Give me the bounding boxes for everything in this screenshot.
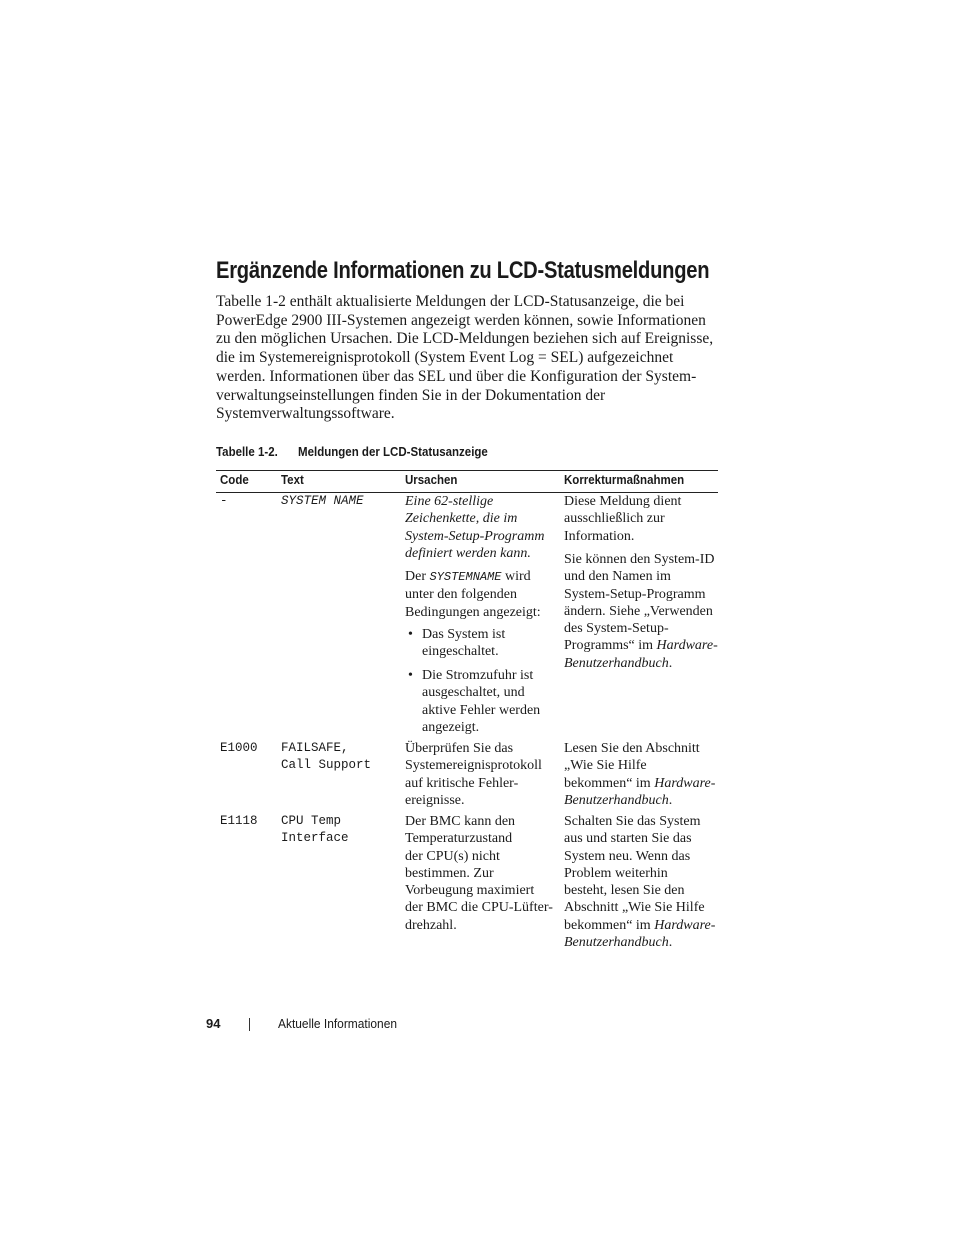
intro-line: zu den möglichen Ursachen. Die LCD-Meldungen beziehen sich auf Ereignisse, [216,330,714,348]
text-line: Schalten Sie das System [564,814,701,829]
manual-reference: Hardware- [654,775,716,791]
text-line: und den Namen im [564,569,671,585]
manual-reference: Benutzerhandbuch [564,655,669,671]
text-line [564,934,715,951]
text-fragment: bekommen“ im [564,775,655,791]
bullet-icon: • [408,627,413,642]
text-line: Temperaturzustand [405,831,513,847]
text-line: ändern. Siehe „Verwenden [564,603,713,619]
text-line: CPU Temp [281,814,342,828]
text-line: angezeigt. [422,719,480,735]
intro-line: Tabelle 1-2 enthält aktualisierte Meldungen der LCD-Statusanzeige, die bei [216,293,685,310]
row1-bullet-1 [408,626,506,661]
table-caption [216,444,488,460]
row1-code: - [220,494,228,508]
row1-action-info [564,493,681,545]
row1-text: SYSTEM NAME [281,494,364,508]
row3-code: E1118 [220,814,258,828]
text-line: unter den folgenden [405,587,517,603]
text-line: Problem weiterhin [564,865,668,881]
text-line: aus und starten Sie das [564,831,692,847]
text-line: System-Setup-Programm [564,586,706,602]
text-line: Der BMC kann den [405,814,516,829]
row1-action-change [564,551,718,672]
text-line: des System-Setup- [564,621,669,637]
text-line: System neu. Wenn das [564,848,691,864]
text-line: eingeschaltet. [422,644,499,660]
text-line: Das System ist [422,627,506,642]
bullet-icon: • [408,668,413,683]
text-line: Information. [564,528,635,544]
table-caption-label: Tabelle 1-2. [216,445,278,459]
manual-reference: Hardware- [656,638,718,654]
text-line: Zeichenkette, die im [405,511,518,527]
text-line [564,775,715,792]
footer-section-title: Aktuelle Informationen [278,1016,398,1031]
text-line: bestimmen. Zur [405,865,494,881]
intro-line: die im Systemereignisprotokoll (System Event Log = SEL) aufgezeichnet [216,349,674,367]
text-line: Sie können den System-ID [564,552,715,567]
intro-line: werden. Informationen über das SEL und über die Konfiguration der System- [216,367,697,385]
text-line: drehzahl. [405,917,457,933]
text-line: Abschnitt „Wie Sie Hilfe [564,900,705,916]
text-fragment: . [668,935,673,951]
text-line: „Wie Sie Hilfe [564,758,647,774]
text-line: Die Stromzufuhr ist [422,668,534,683]
manual-reference: Benutzerhandbuch [564,935,669,951]
text-line [405,568,541,586]
text-fragment: Programms“ im [564,638,657,654]
text-line: Systemereignisprotokoll [405,758,542,774]
systemname-code: SYSTEMNAME [429,570,502,584]
intro-line: PowerEdge 2900 III-Systemen angezeigt werden können, sowie Informationen [216,311,706,329]
row3-action [564,813,715,951]
manual-reference: Benutzerhandbuch [564,792,669,808]
text-line: Vorbeugung maximiert [405,883,535,899]
intro-paragraph [216,293,718,424]
text-line: Lesen Sie den Abschnitt [564,741,700,756]
row2-code: E1000 [220,741,258,755]
row3-text [281,813,349,848]
table-top-rule [216,470,718,471]
text-fragment: Der [405,569,430,584]
text-line: ausgeschaltet, und [422,685,525,701]
text-line: der BMC die CPU-Lüfter- [405,900,553,916]
section-heading: Ergänzende Informationen zu LCD-Statusmeldungen [216,257,710,284]
text-fragment: wird [501,569,531,584]
page-number: 94 [206,1016,221,1031]
text-line: ausschließlich zur [564,511,665,527]
text-line: ereignisse. [405,792,465,808]
intro-line: verwaltungseinstellungen finden Sie in der Dokumentation der [216,386,606,404]
text-line: Interface [281,831,349,846]
text-line: System-Setup-Programm [405,528,545,544]
text-line: definiert werden kann. [405,545,531,561]
row1-cause-definition [405,493,544,562]
footer-separator [249,1018,250,1031]
header-code: Code [220,473,249,487]
table-caption-title: Meldungen der LCD-Statusanzeige [298,445,488,459]
text-line: besteht, lesen Sie den [564,883,685,899]
row1-bullet-2 [408,667,541,736]
header-action: Korrekturmaßnahmen [564,473,685,487]
row2-action [564,740,715,809]
text-fragment: bekommen“ im [564,917,655,933]
text-line [564,637,718,654]
text-line: auf kritische Fehler- [405,775,519,791]
text-line: Überprüfen Sie das [405,741,514,756]
text-line [564,792,715,809]
text-line: Diese Meldung dient [564,494,682,509]
header-text: Text [281,473,304,487]
text-line [564,917,715,934]
text-line [564,655,718,672]
header-cause: Ursachen [405,473,458,487]
manual-reference: Hardware- [654,917,716,933]
text-line: der CPU(s) nicht [405,848,500,864]
text-line: Bedingungen angezeigt: [405,604,541,620]
row1-cause-conditions [405,568,541,621]
text-fragment: . [668,792,673,808]
intro-line: Systemverwaltungssoftware. [216,405,395,423]
text-line: Call Support [281,758,372,773]
text-line: Eine 62-stellige [405,494,494,509]
row2-text [281,740,371,775]
text-fragment: . [668,655,673,671]
text-line: FAILSAFE, [281,741,349,755]
text-line: aktive Fehler werden [422,702,541,718]
row2-cause [405,740,542,809]
row3-cause [405,813,553,934]
